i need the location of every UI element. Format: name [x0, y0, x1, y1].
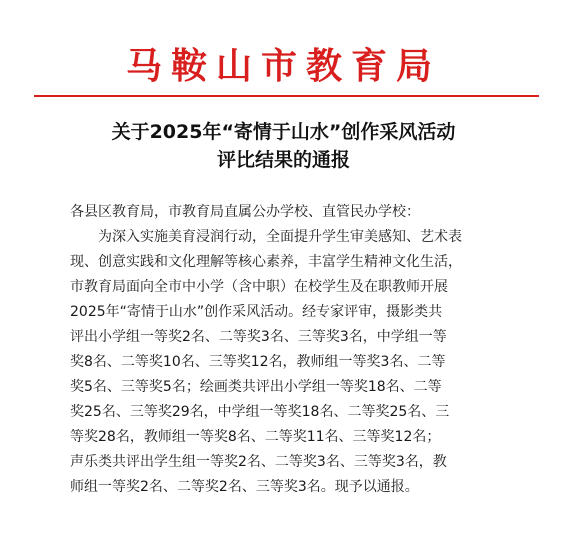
body-line: 奖8名、二等奖10名、三等奖12名，教师组一等奖3名、二等	[70, 354, 446, 370]
recipients-line: 各县区教育局，市教育局直属公办学校、直管民办学校：	[70, 204, 420, 220]
letterhead-divider	[34, 95, 539, 97]
body-line: 师组一等奖2名、二等奖2名、三等奖3名。现予以通报。	[70, 479, 419, 495]
body-line: 声乐类共评出学生组一等奖2名、二等奖3名、三等奖3名，教	[70, 454, 447, 470]
body-line: 等奖28名，教师组一等奖8名、二等奖11名、三等奖12名；	[70, 429, 441, 445]
document-title-line-1: 关于2025年“寄情于山水”创作采风活动	[111, 121, 456, 143]
document-body	[70, 200, 500, 500]
letterhead-org-name: 马鞍山市教育局	[125, 45, 441, 87]
document-title	[0, 118, 567, 174]
body-line: 现、创意实践和文化理解等核心素养，丰富学生精神文化生活，	[70, 254, 462, 270]
body-line: 市教育局面向全市中小学（含中职）在校学生及在职教师开展	[70, 279, 448, 295]
body-line: 为深入实施美育浸润行动，全面提升学生审美感知、艺术表	[98, 229, 462, 245]
document-title-line-2: 评比结果的通报	[216, 149, 350, 171]
body-line: 奖5名、三等奖5名；绘画类共评出小学组一等奖18名、二等	[70, 379, 442, 395]
body-line: 奖25名、三等奖29名，中学组一等奖18名、二等奖25名、三	[70, 404, 450, 420]
body-line: 2025年“寄情于山水”创作采风活动。经专家评审，摄影类共	[70, 304, 443, 320]
body-line: 评出小学组一等奖2名、二等奖3名、三等奖3名，中学组一等	[70, 329, 447, 345]
